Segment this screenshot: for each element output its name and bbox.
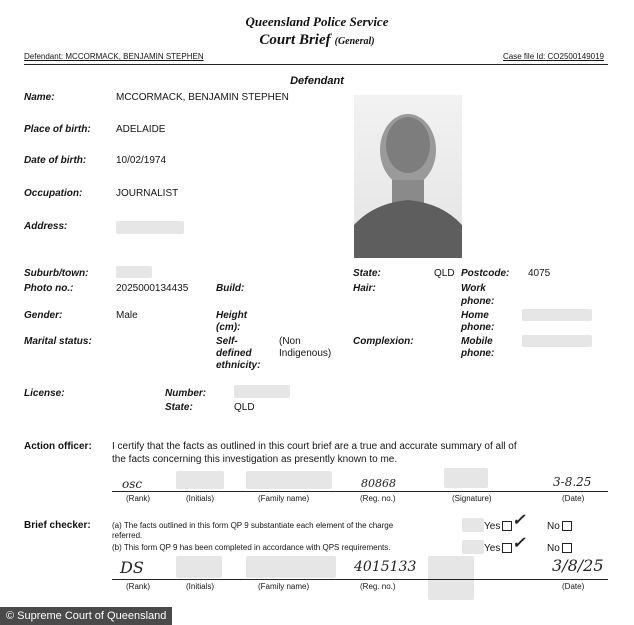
home-phone-redacted [522, 309, 592, 321]
form-title-text: Court Brief [259, 32, 331, 48]
complexion-label: Complexion: [353, 336, 414, 347]
header-defendant [24, 52, 204, 61]
dob-label: Date of birth: [24, 155, 87, 166]
ethnicity-label-1: Self- [216, 336, 238, 347]
license-label: License: [24, 388, 65, 399]
dob-value: 10/02/1974 [116, 155, 167, 166]
address-label: Address: [24, 221, 68, 232]
ao-reg-handwritten: 80868 [361, 477, 396, 490]
license-number-label: Number: [165, 388, 207, 399]
action-officer-text-2: the facts concerning this investigation as presently known to me. [112, 454, 398, 465]
pob-value: ADELAIDE [116, 124, 166, 135]
ao-family-name-redacted [246, 471, 332, 489]
bc-no-b [547, 543, 572, 554]
bc-rank-handwritten: DS [120, 558, 144, 577]
bc-line-a: (a) The facts outlined in this form QP 9 substantiate each element of the charge [112, 521, 394, 530]
defendant-photo [354, 95, 462, 258]
case-file-id: CO2500149019 [547, 52, 604, 61]
license-state-value: QLD [234, 402, 255, 413]
section-title: Defendant [290, 75, 344, 87]
suburb-redacted [116, 266, 152, 278]
ao-col-family-name: (Family name) [258, 494, 310, 503]
ao-col-date: (Date) [562, 494, 585, 503]
bc-date-handwritten: 3/8/25 [552, 556, 604, 575]
bc-yes-b-label: Yes [484, 543, 501, 554]
height-label-1: Height [216, 310, 248, 321]
marital-label: Marital status: [24, 336, 92, 347]
gender-value: Male [116, 310, 138, 321]
form-title [0, 31, 634, 49]
ao-signature-redacted [444, 468, 488, 488]
bc-col-date: (Date) [562, 582, 585, 591]
bc-no-a [547, 521, 572, 532]
form-title-suffix: (General) [334, 36, 375, 47]
ao-date-handwritten: 3-8.25 [553, 475, 592, 489]
bc-check-a: ✓ [512, 510, 526, 529]
bc-initial-redacted-a [462, 518, 484, 532]
name-value: MCCORMACK, BENJAMIN STEPHEN [116, 92, 289, 103]
license-state-label: State: [165, 402, 193, 413]
action-officer-label: Action officer: [24, 441, 92, 452]
bc-initial-redacted-b [462, 540, 484, 554]
bc-yes-a-checkbox[interactable] [502, 521, 512, 531]
ethnicity-value-2: Indigenous) [279, 348, 332, 359]
mobile-label-1: Mobile [461, 336, 493, 347]
ao-signature-rule [112, 491, 608, 492]
bc-initials-redacted [176, 556, 222, 578]
home-phone-label-2: phone: [461, 322, 495, 333]
address-redacted [116, 221, 184, 234]
height-label-2: (cm): [216, 322, 241, 333]
bc-family-name-redacted [246, 556, 336, 578]
work-phone-label-2: phone: [461, 296, 495, 307]
bc-yes-a-label: Yes [484, 521, 501, 532]
state-label: State: [353, 268, 381, 279]
header-rule [24, 64, 608, 65]
header-defendant-label: Defendant: [24, 52, 64, 61]
state-value: QLD [434, 268, 455, 279]
ethnicity-value-1: (Non [279, 336, 301, 347]
ao-initials-redacted [176, 471, 224, 489]
bc-yes-b [484, 543, 512, 554]
bc-no-a-checkbox[interactable] [562, 521, 572, 531]
ao-col-initials: (Initials) [186, 494, 215, 503]
bc-signature-rule [112, 579, 608, 580]
brief-checker-label: Brief checker: [24, 520, 91, 531]
photo-no-value: 2025000134435 [116, 283, 189, 294]
bc-col-initials: (Initials) [186, 582, 215, 591]
photo-credit-text: © Supreme Court of Queensland [6, 610, 167, 622]
bc-line-a2: referred. [112, 531, 143, 540]
bc-reg-handwritten: 4015133 [354, 559, 417, 575]
mobile-label-2: phone: [461, 348, 495, 359]
gender-label: Gender: [24, 310, 63, 321]
ethnicity-label-2: defined [216, 348, 252, 359]
portrait-silhouette [354, 95, 462, 258]
license-number-redacted [234, 385, 290, 398]
suburb-label: Suburb/town: [24, 268, 89, 279]
postcode-label: Postcode: [461, 268, 510, 279]
bc-col-family-name: (Family name) [258, 582, 310, 591]
occupation-label: Occupation: [24, 188, 83, 199]
bc-yes-a [484, 521, 512, 532]
pob-label: Place of birth: [24, 124, 91, 135]
name-label: Name: [24, 92, 55, 103]
bc-no-b-label: No [547, 543, 560, 554]
ao-col-signature: (Signature) [452, 494, 492, 503]
home-phone-label-1: Home [461, 310, 489, 321]
postcode-value: 4075 [528, 268, 551, 279]
bc-col-rank: (Rank) [126, 582, 151, 591]
header-defendant-name: MCCORMACK, BENJAMIN STEPHEN [65, 52, 204, 61]
hair-label: Hair: [353, 283, 376, 294]
ao-col-reg-no: (Reg. no.) [360, 494, 396, 503]
action-officer-text-1: I certify that the facts as outlined in this court brief are a true and accurate summary of all of [112, 441, 517, 452]
work-phone-label-1: Work [461, 283, 486, 294]
agency-name: Queensland Police Service [245, 14, 389, 29]
build-label: Build: [216, 283, 245, 294]
bc-col-reg-no: (Reg. no.) [360, 582, 396, 591]
mobile-redacted [522, 335, 592, 347]
ao-rank-handwritten: osc [122, 477, 143, 491]
photo-no-label: Photo no.: [24, 283, 74, 294]
occupation-value: JOURNALIST [116, 188, 179, 199]
bc-no-a-label: No [547, 521, 560, 532]
ethnicity-label-3: ethnicity: [216, 360, 261, 371]
bc-check-b: ✓ [512, 533, 526, 552]
header-case-file [503, 52, 604, 61]
bc-yes-b-checkbox[interactable] [502, 543, 512, 553]
bc-signature-redacted [428, 556, 474, 600]
bc-no-b-checkbox[interactable] [562, 543, 572, 553]
photo-credit-badge [0, 607, 172, 625]
bc-line-b: (b) This form QP 9 has been completed in accordance with QPS requirements. [112, 543, 391, 552]
case-file-label: Case file Id: [503, 52, 546, 61]
ao-col-rank: (Rank) [126, 494, 151, 503]
